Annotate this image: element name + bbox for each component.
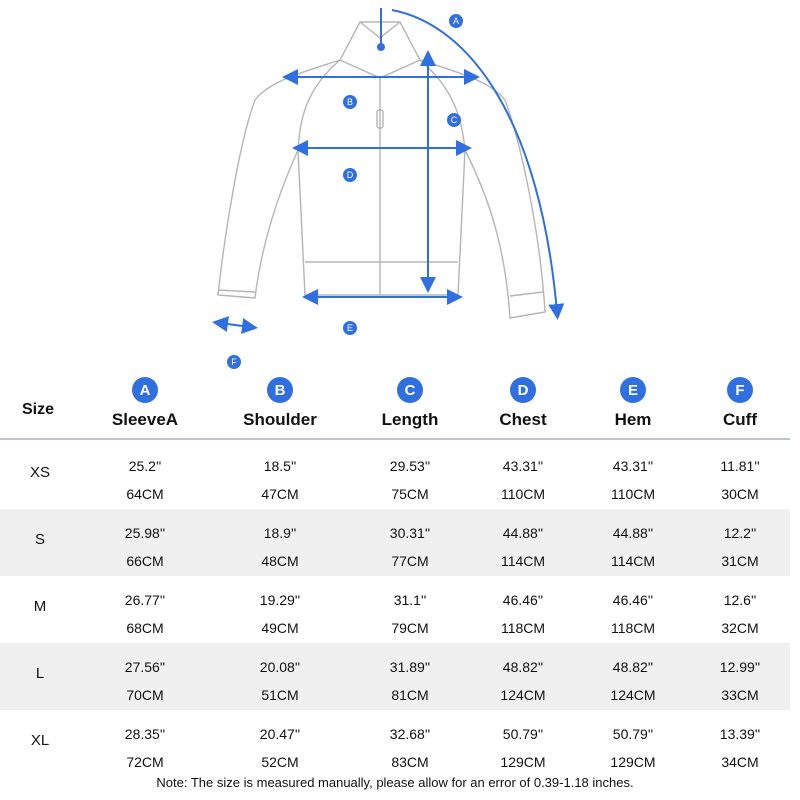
column-header-cuff: Cuff [723,410,757,429]
cell-cm: 110CM [610,486,656,502]
jacket-outline [0,0,800,367]
jacket-diagram [0,0,800,367]
cell-inches: 12.99'' [719,659,761,675]
cell-inches: 25.2'' [128,458,162,474]
size-column-header: Size [22,401,55,418]
size-label: S [34,531,45,548]
cell-inches: 43.31'' [612,458,654,474]
cell-cm: 114CM [500,553,546,569]
cell-cm: 48CM [261,553,299,569]
cell-cm: 129CM [610,754,656,770]
cell-inches: 29.53'' [389,458,431,474]
cell-cm: 31CM [721,553,759,569]
cell-cm: 114CM [610,553,656,569]
cell-cm: 70CM [126,687,164,703]
cell-cm: 75CM [391,486,429,502]
cell-cm: 81CM [391,687,429,703]
column-header-shoulder: Shoulder [243,410,317,429]
cell-inches: 19.29'' [259,592,301,608]
cell-cm: 30CM [721,486,759,502]
cell-inches: 27.56'' [124,659,166,675]
cell-inches: 48.82'' [502,659,544,675]
cell-inches: 12.6'' [723,592,757,608]
cell-inches: 18.9'' [263,525,297,541]
cell-cm: 52CM [261,754,299,770]
column-badge-e: E [620,377,646,403]
cell-cm: 64CM [126,486,164,502]
cell-inches: 30.31'' [389,525,431,541]
cell-cm: 110CM [500,486,546,502]
header-divider [0,438,790,440]
cell-cm: 124CM [610,687,656,703]
column-header-length: Length [381,410,439,429]
cell-cm: 124CM [500,687,546,703]
cell-inches: 31.89'' [389,659,431,675]
cell-inches: 20.08'' [259,659,301,675]
cell-inches: 18.5'' [263,458,297,474]
cell-inches: 31.1'' [393,592,427,608]
cell-cm: 33CM [721,687,759,703]
cell-inches: 25.98'' [124,525,166,541]
cell-cm: 77CM [391,553,429,569]
cell-inches: 26.77'' [124,592,166,608]
column-badge-c: C [397,377,423,403]
cell-cm: 49CM [261,620,299,636]
cell-inches: 50.79'' [612,726,654,742]
diagram-label-e: E [346,323,354,333]
size-label: XL [30,732,50,749]
cell-cm: 34CM [721,754,759,770]
cell-cm: 129CM [500,754,546,770]
cell-inches: 32.68'' [389,726,431,742]
cell-inches: 44.88'' [502,525,544,541]
cell-cm: 68CM [126,620,164,636]
cell-cm: 47CM [261,486,299,502]
cell-cm: 83CM [391,754,429,770]
column-badge-b: B [267,377,293,403]
size-label: XS [29,464,50,481]
size-label: L [35,665,45,682]
size-label: M [33,598,47,615]
column-badge-f: F [727,377,753,403]
column-header-hem: Hem [614,410,652,429]
cell-inches: 46.46'' [612,592,654,608]
cell-inches: 48.82'' [612,659,654,675]
diagram-label-d: D [346,170,354,180]
column-badge-d: D [510,377,536,403]
cell-inches: 11.81'' [720,458,760,474]
cell-inches: 44.88'' [612,525,654,541]
cell-inches: 28.35'' [124,726,166,742]
cell-inches: 43.31'' [502,458,544,474]
cell-inches: 46.46'' [502,592,544,608]
cell-cm: 79CM [391,620,429,636]
cell-cm: 118CM [610,620,656,636]
cell-cm: 51CM [261,687,299,703]
cell-inches: 12.2'' [723,525,757,541]
column-header-sleevea: SleeveA [111,410,179,429]
cell-cm: 118CM [500,620,546,636]
cell-cm: 32CM [721,620,759,636]
column-badge-a: A [132,377,158,403]
cell-inches: 13.39'' [719,726,761,742]
measurement-note: Note: The size is measured manually, please allow for an error of 0.39-1.18 inches. [156,775,634,790]
column-header-chest: Chest [499,410,547,429]
cell-cm: 72CM [126,754,164,770]
diagram-label-f: F [231,357,237,367]
diagram-label-a: A [452,16,460,26]
cell-cm: 66CM [126,553,164,569]
diagram-label-b: B [346,97,354,107]
cell-inches: 20.47'' [259,726,301,742]
diagram-label-c: C [450,115,458,125]
cell-inches: 50.79'' [502,726,544,742]
